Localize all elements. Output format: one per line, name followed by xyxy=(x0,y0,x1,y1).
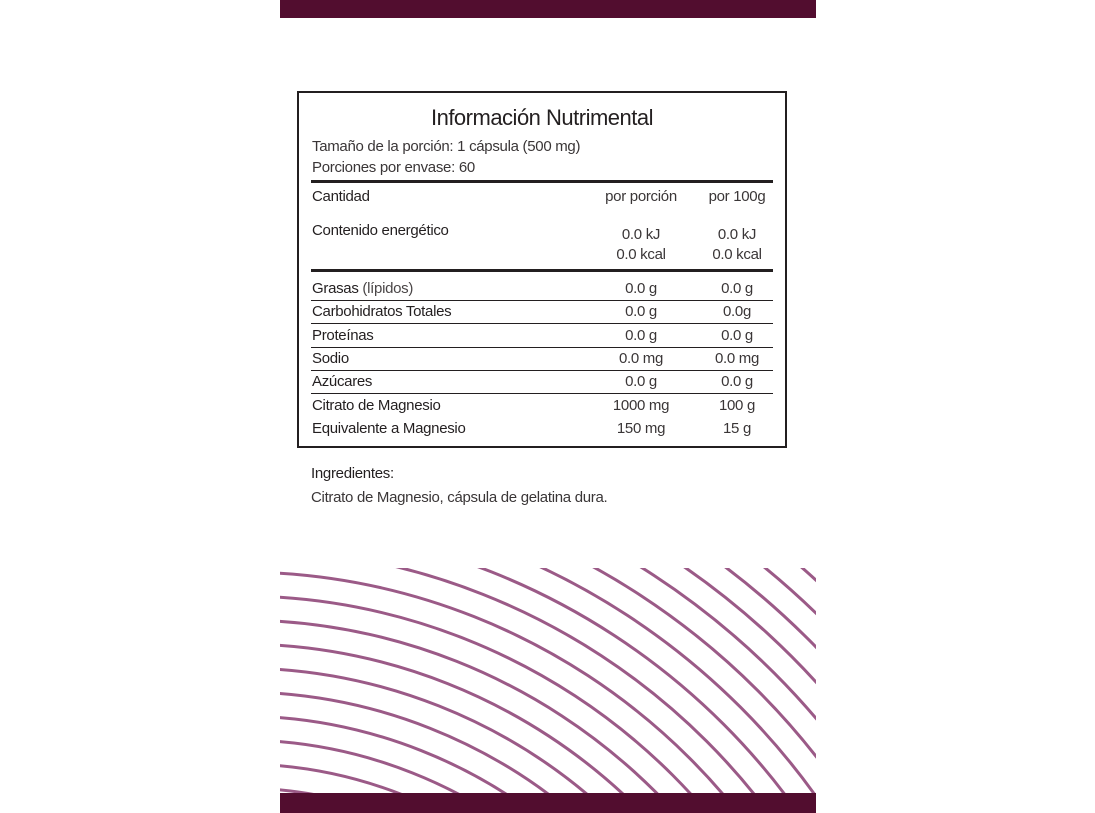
servings-per-container: Porciones por envase: 60 xyxy=(312,159,475,176)
energy-per-serving-kj: 0.0 kJ xyxy=(621,226,661,243)
serving-size: Tamaño de la porción: 1 cápsula (500 mg) xyxy=(312,138,581,155)
nutrient-name xyxy=(312,350,349,367)
nutrient-name-text: Azúcares xyxy=(312,373,373,391)
row-divider xyxy=(311,393,773,394)
energy-label: Contenido energético xyxy=(312,222,449,239)
nutrient-name-text: Citrato de Magnesio xyxy=(312,396,441,414)
header-per-100g: por 100g xyxy=(708,188,766,205)
row-divider xyxy=(311,300,773,301)
nutrient-name-note: (lípidos) xyxy=(358,280,414,297)
arc-line xyxy=(280,644,804,794)
decorative-arcs xyxy=(280,568,816,794)
nutrient-per-100g: 100 g xyxy=(718,396,756,414)
nutrient-per-100g: 0.0g xyxy=(723,303,751,321)
nutrient-name xyxy=(312,420,466,437)
nutrient-per-serving: 1000 mg xyxy=(612,396,670,414)
nutrient-name-text: Carbohidratos Totales xyxy=(312,303,452,321)
energy-per-serving-kcal: 0.0 kcal xyxy=(616,246,666,263)
nutrient-per-serving: 150 mg xyxy=(616,419,666,437)
arc-line xyxy=(280,716,732,794)
divider-thick xyxy=(311,180,773,183)
ingredients-text: Citrato de Magnesio, cápsula de gelatina dura. xyxy=(311,489,608,506)
bottom-color-band xyxy=(280,793,816,813)
row-divider xyxy=(311,370,773,371)
nutrient-per-100g: 15 g xyxy=(723,419,751,437)
divider-thick xyxy=(311,269,773,272)
nutrient-per-100g: 0.0 mg xyxy=(714,349,760,367)
energy-per-100g-kcal: 0.0 kcal xyxy=(712,246,762,263)
nutrient-name xyxy=(312,303,451,320)
nutrient-name-text: Equivalente a Magnesio xyxy=(312,419,466,437)
row-divider xyxy=(311,323,773,324)
nutrient-name xyxy=(312,280,413,297)
nutrient-per-100g: 0.0 g xyxy=(721,373,753,391)
nutrition-facts-table xyxy=(297,91,787,448)
top-color-band xyxy=(280,0,816,18)
nutrient-name xyxy=(312,397,441,414)
nutrition-title: Información Nutrimental xyxy=(430,105,654,130)
nutrient-per-100g: 0.0 g xyxy=(721,326,753,344)
nutrient-per-100g: 0.0 g xyxy=(721,280,753,297)
header-per-serving: por porción xyxy=(605,188,677,205)
nutrient-name xyxy=(312,373,372,390)
nutrient-name-text: Sodio xyxy=(312,349,349,367)
energy-per-100g-kj: 0.0 kJ xyxy=(717,226,757,243)
product-label xyxy=(280,0,816,813)
nutrient-per-serving: 0.0 g xyxy=(625,373,657,391)
nutrient-per-serving: 0.0 g xyxy=(625,280,657,297)
nutrient-name-text: Proteínas xyxy=(312,326,374,344)
nutrient-name xyxy=(312,327,374,344)
nutrient-name-text: Grasas xyxy=(312,280,359,297)
nutrient-per-serving: 0.0 mg xyxy=(618,349,664,367)
nutrient-per-serving: 0.0 g xyxy=(625,326,657,344)
row-divider xyxy=(311,347,773,348)
header-amount: Cantidad xyxy=(312,188,370,205)
nutrient-per-serving: 0.0 g xyxy=(625,303,657,321)
ingredients-title: Ingredientes: xyxy=(311,465,394,482)
